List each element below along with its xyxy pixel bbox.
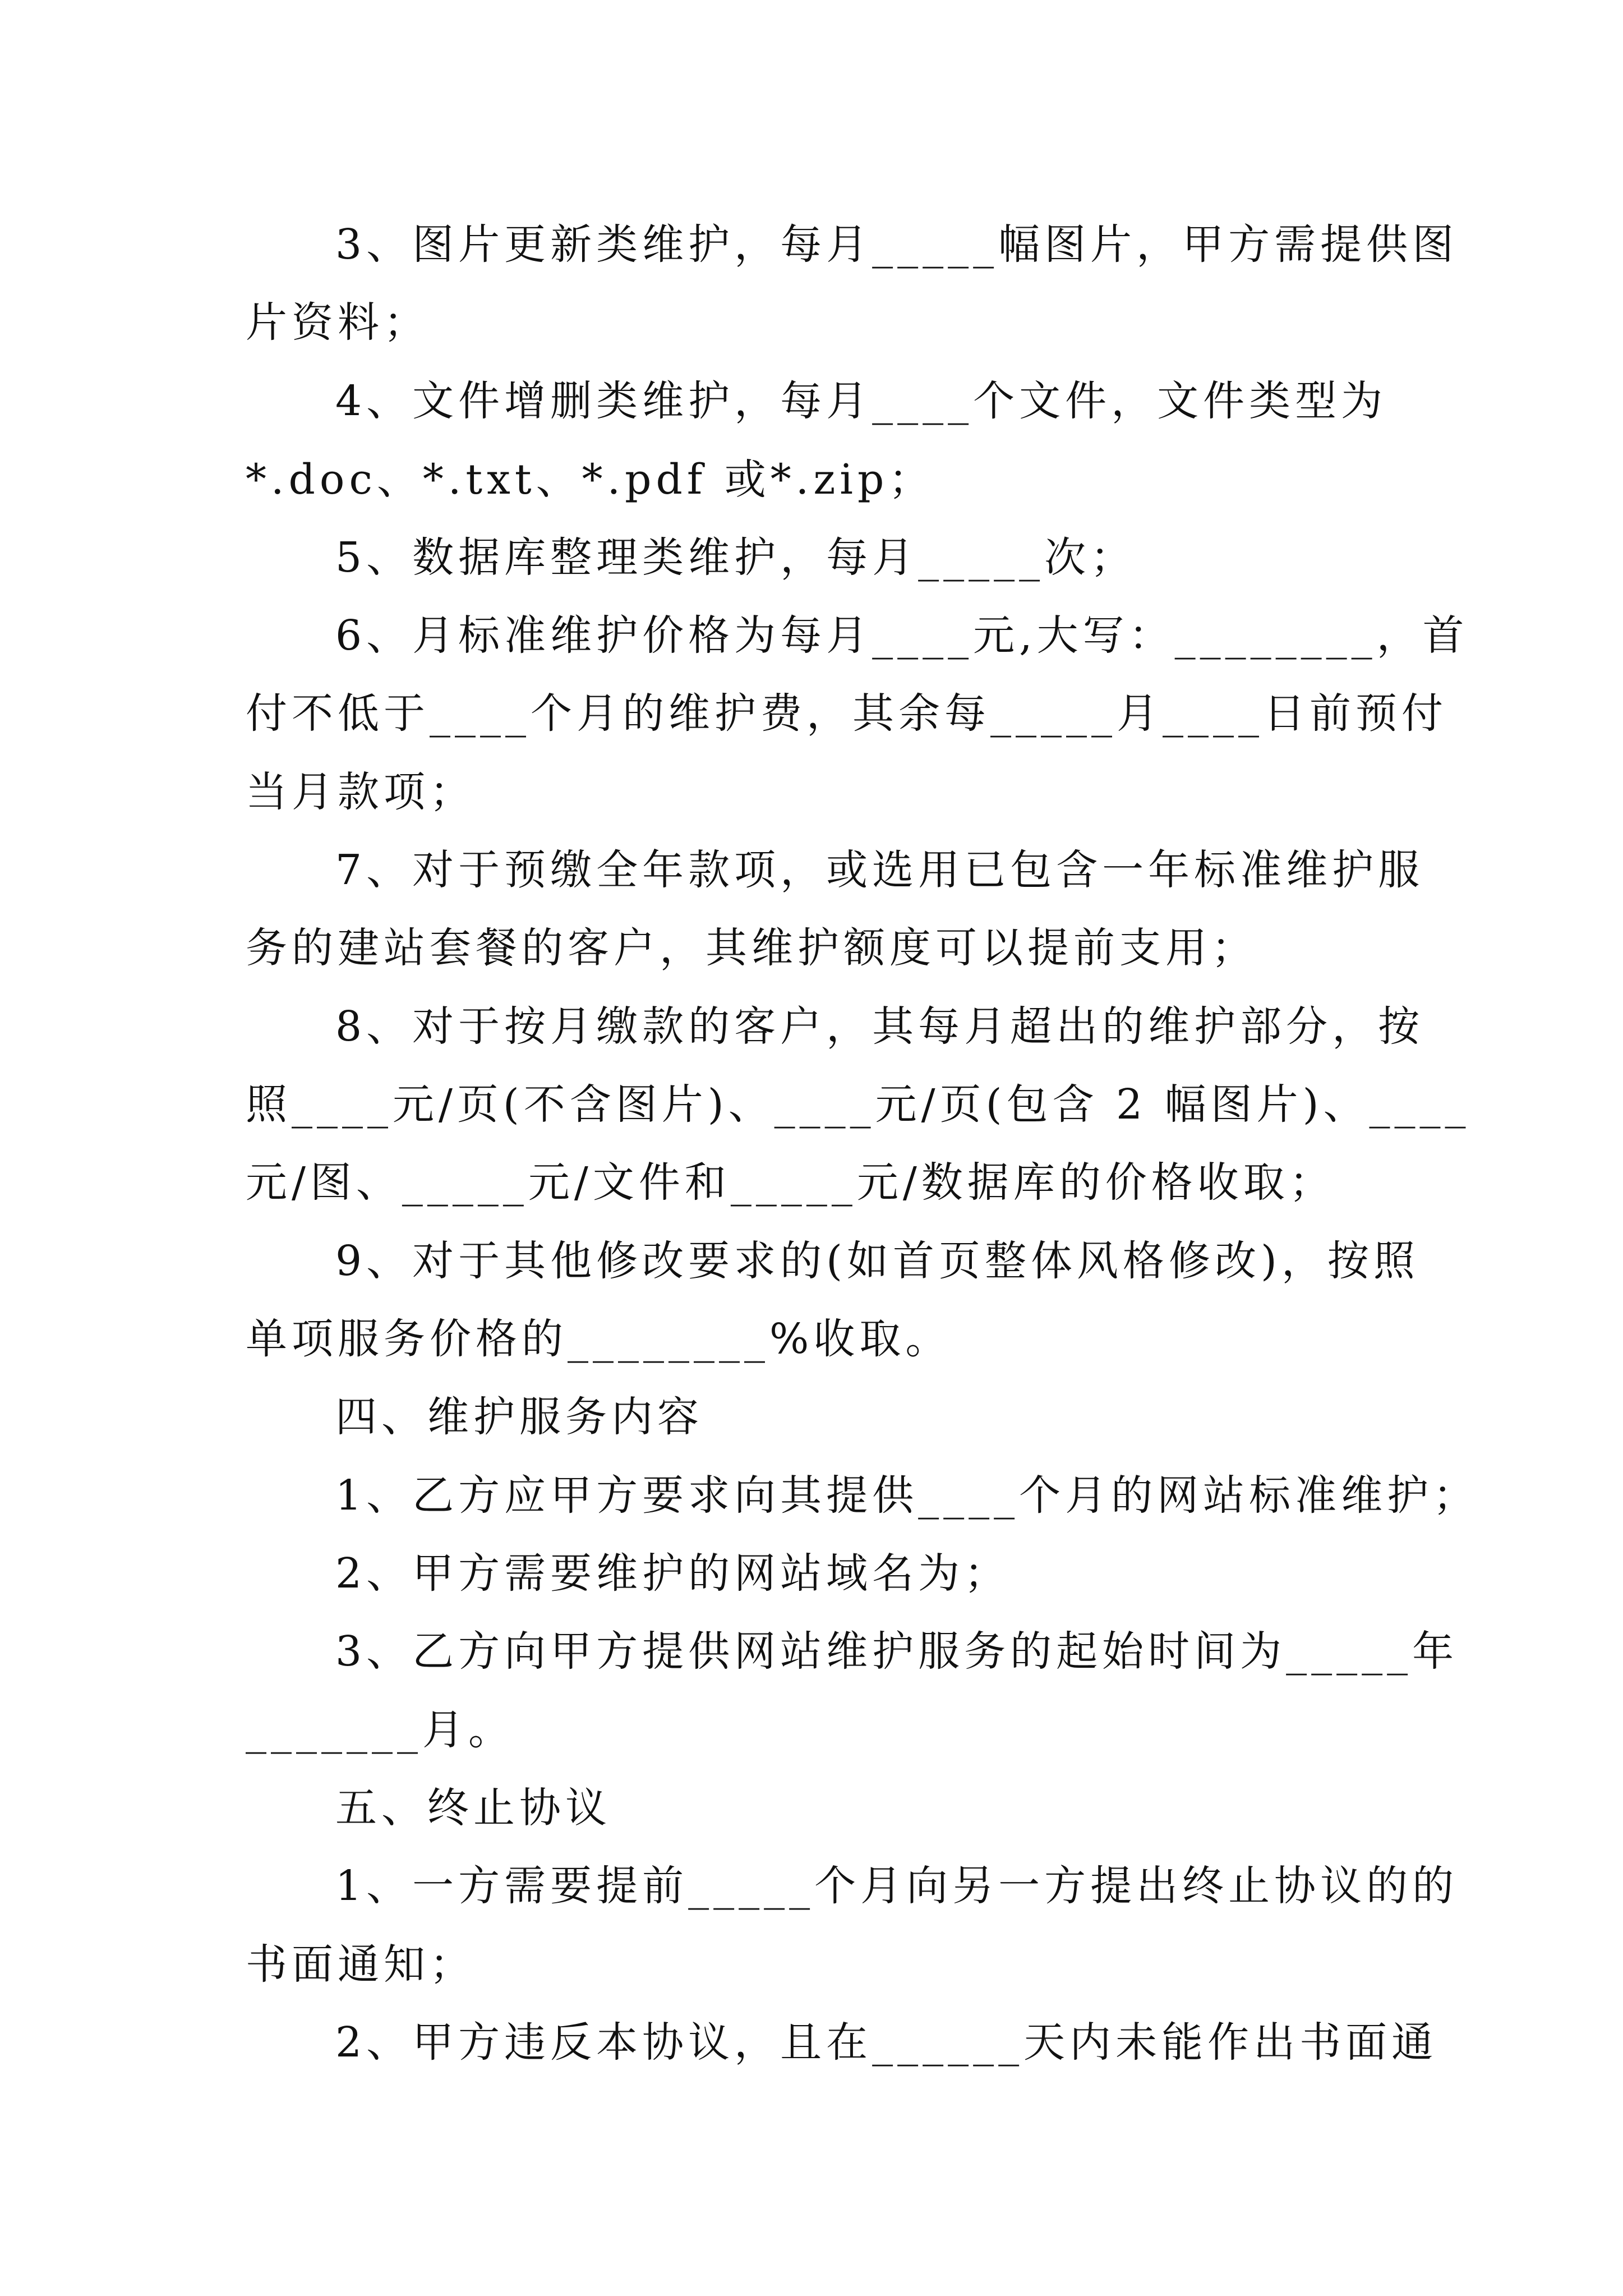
text-line: *.doc、*.txt、*.pdf 或*.zip； — [246, 455, 935, 504]
text-line: 5、数据库整理类维护，每月_____次； — [335, 533, 1137, 582]
text-line: 9、对于其他修改要求的(如首页整体风格修改)，按照 — [335, 1237, 1419, 1285]
text-line: 2、甲方违反本协议，且在______天内未能作出书面通 — [335, 2018, 1438, 2067]
text-line: 2、甲方需要维护的网站域名为； — [335, 1549, 1011, 1598]
text-line: 片资料； — [246, 298, 430, 347]
text-line: 当月款项； — [246, 768, 476, 816]
text-line: 1、一方需要提前_____个月向另一方提出终止协议的的 — [335, 1862, 1459, 1910]
section-heading: 五、终止协议 — [335, 1784, 611, 1832]
text-line: 元/图、_____元/文件和_____元/数据库的价格收取； — [246, 1158, 1335, 1207]
text-line: 1、乙方应甲方要求向其提供____个月的网站标准维护； — [335, 1471, 1479, 1520]
text-line: 7、对于预缴全年款项，或选用已包含一年标准维护服 — [335, 846, 1424, 894]
text-line: 6、月标准维护价格为每月____元,大写：________，首 — [335, 611, 1469, 660]
text-line: 3、图片更新类维护，每月_____幅图片，甲方需提供图 — [335, 220, 1459, 269]
text-line: 付不低于____个月的维护费，其余每_____月____日前预付 — [246, 689, 1447, 738]
text-line: 照____元/页(不含图片)、____元/页(包含 2 幅图片)、____ — [246, 1080, 1470, 1129]
section-heading: 四、维护服务内容 — [335, 1393, 703, 1441]
text-line: 4、文件增删类维护，每月____个文件，文件类型为 — [335, 377, 1387, 425]
text-line: 务的建站套餐的客户，其维护额度可以提前支用； — [246, 924, 1257, 972]
text-line: 3、乙方向甲方提供网站维护服务的起始时间为_____年 — [335, 1627, 1459, 1676]
text-line: 书面通知； — [246, 1940, 476, 1989]
text-line: 单项服务价格的________%收取。 — [246, 1315, 952, 1363]
text-line: _______月。 — [246, 1706, 514, 1754]
text-line: 8、对于按月缴款的客户，其每月超出的维护部分，按 — [335, 1002, 1424, 1051]
